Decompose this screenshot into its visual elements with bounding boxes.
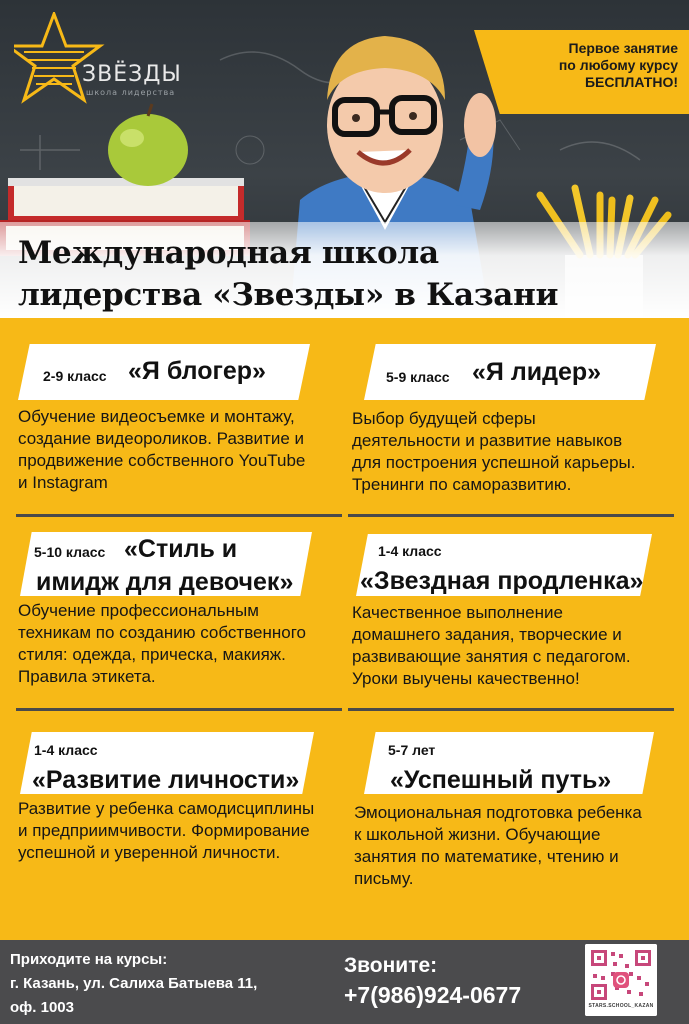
description-line: Эмоциональная подготовка ребенка — [354, 803, 642, 822]
description-line: Качественное выполнение — [352, 603, 563, 622]
description-line: стиля: одежда, прическа, макияж. — [18, 645, 286, 664]
description-line: создание видеороликов. Развитие и — [18, 429, 304, 448]
promo-line: по любому курсу — [558, 57, 678, 73]
description-line: домашнего задания, творческие и — [352, 625, 622, 644]
course-title: «Я лидер» — [472, 358, 602, 386]
promo-line: Первое занятие — [568, 40, 678, 56]
address-line: оф. 1003 — [10, 999, 74, 1016]
phone-number[interactable]: +7(986)924-0677 — [344, 982, 522, 1008]
qr-caption: STARS.SCHOOL_KAZAN — [588, 1003, 654, 1009]
course-grade: 1-4 класс — [34, 742, 98, 758]
brand-subtitle: школа лидерства — [86, 88, 176, 97]
course-grade: 5-9 класс — [386, 369, 450, 385]
course-description — [18, 406, 305, 494]
page-title — [18, 232, 678, 316]
course-title: «Звездная продленка» — [360, 567, 644, 595]
description-line: развивающие занятия с педагогом. — [352, 647, 631, 666]
footer-address — [10, 948, 257, 1020]
courses-section — [0, 318, 689, 940]
course-title: «Стиль и — [124, 535, 238, 563]
description-line: Тренинги по саморазвитию. — [352, 475, 572, 494]
description-line: деятельности и развитие навыков — [352, 431, 623, 450]
course-description — [18, 798, 314, 864]
promo-text — [508, 40, 678, 91]
course-title: «Развитие личности» — [32, 766, 300, 794]
divider — [16, 708, 342, 711]
course-grade: 2-9 класс — [43, 368, 107, 384]
description-line: успешной и уверенной личности. — [18, 843, 281, 862]
description-line: Развитие у ребенка самодисциплины — [18, 799, 315, 818]
description-line: и Instagram — [18, 473, 108, 492]
address-line: г. Казань, ул. Салиха Батыева 11, — [10, 975, 258, 992]
course-grade: 5-10 класс — [34, 544, 106, 560]
description-line: Обучение видеосъемке и монтажу, — [18, 407, 295, 426]
title-line: Международная школа — [18, 235, 439, 271]
description-line: техникам по созданию собственного — [18, 623, 307, 642]
description-line: письму. — [354, 869, 414, 888]
description-line: Обучение профессиональным — [18, 601, 259, 620]
invite-text: Приходите на курсы: — [10, 951, 168, 968]
description-line: к школьной жизни. Обучающие — [354, 825, 601, 844]
description-line: Уроки выучены качественно! — [352, 669, 580, 688]
course-description — [352, 602, 631, 690]
description-line: продвижение собственного YouTube — [18, 451, 306, 470]
divider — [348, 708, 674, 711]
description-line: занятия по математике, чтению и — [354, 847, 619, 866]
promo-line: БЕСПЛАТНО! — [584, 74, 678, 90]
course-grade: 1-4 класс — [378, 543, 442, 559]
call-label: Звоните: — [344, 954, 438, 977]
course-description — [18, 600, 306, 688]
description-line: и предприимчивости. Формирование — [18, 821, 310, 840]
course-description — [354, 802, 642, 890]
description-line: Выбор будущей сферы — [352, 409, 536, 428]
divider — [16, 514, 342, 517]
course-title-line2: имидж для девочек» — [36, 568, 294, 596]
course-title: «Успешный путь» — [390, 766, 612, 794]
description-line: Правила этикета. — [18, 667, 156, 686]
course-grade: 5-7 лет — [388, 742, 436, 758]
description-line: для построения успешной карьеры. — [352, 453, 636, 472]
divider — [348, 514, 674, 517]
hero-banner — [0, 0, 689, 318]
brand-name: ЗВЁЗДЫ — [82, 62, 182, 87]
title-line: лидерства «Звезды» в Казани — [18, 277, 559, 313]
course-description — [352, 408, 636, 496]
course-title: «Я блогер» — [128, 357, 266, 385]
